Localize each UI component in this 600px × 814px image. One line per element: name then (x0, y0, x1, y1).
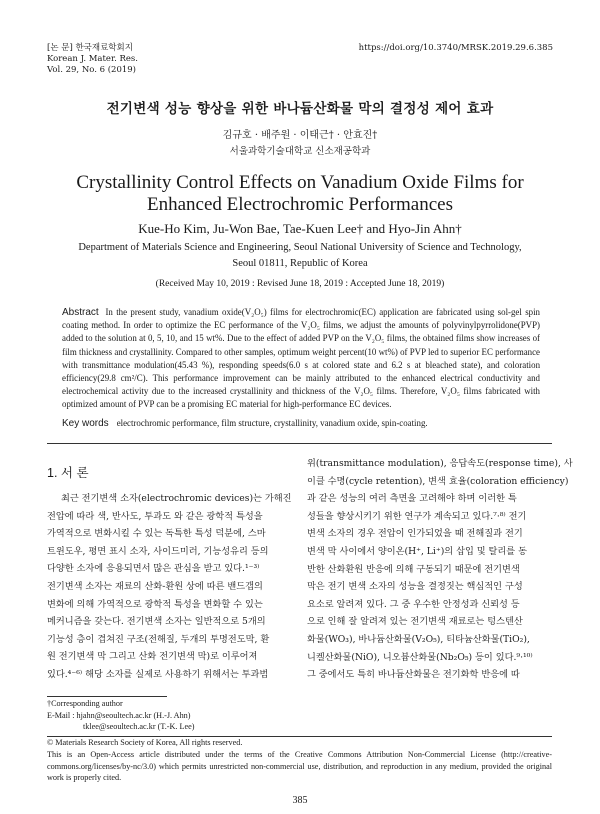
body-line: 요소로 알려져 있다. 그 중 우수한 안정성과 신뢰성 등 (307, 598, 520, 610)
abstract-label: Abstract (62, 307, 99, 318)
corresponding-author: †Corresponding author (47, 699, 123, 708)
body-line: 위(transmittance modulation), 응답속도(response time), 사 (307, 458, 573, 469)
received-dates: (Received May 10, 2019 : Revised June 18, 2019 : Accepted June 18, 2019) (155, 279, 445, 289)
divider-top (47, 443, 552, 444)
affiliation-korean: 서울과학기술대학교 신소재공학과 (229, 146, 371, 157)
body-line: 전기변색 소자는 재료의 산화-환원 상에 따른 밴드갭의 (47, 580, 263, 592)
body-left-column (47, 490, 297, 684)
body-line: 변색 소자의 경우 전압이 인가되었을 때 전해질과 전기 (307, 528, 523, 540)
body-line: 반한 산화환원 반응에 의해 구동되기 때문에 전기변색 (307, 563, 520, 575)
abstract-text: In the present study, vanadium oxide(V₂O₅) films for electrochromic(EC) application are fabricated using sol-gel spin coating method. In order to optimize the EC performance of the V₂O₅ films, we adjust the amounts of polyvinylpyrrolidone(PVP) added to the solution at 0, 5, 10, and 15 wt%. Due to the effect of added PVP on the V₂O₅ films, the obtained films show increases of film thickness and crystallinity. Compared to other samples, optimum weight percent(10 wt%) of PVP led to superior EC performance with transmittance modulation(45.43 %), responding speeds(6.0 s at colored state and 6.2 s at bleached state), and coloration efficiency(29.8 cm²/C). This performance improvement can be mainly attributed to the enhanced electrical conductivity and electrochemical activity due to the increased crystallinity and thickness of the V₂O₅ films. Therefore, V₂O₅ films fabricated with optimized amount of PVP can be a promising EC material for high-performance EC devices. (62, 307, 540, 410)
footnote-rule (47, 696, 167, 697)
body-line: 성들을 향상시키기 위한 연구가 계속되고 있다.⁷·⁸⁾ 전기 (307, 510, 527, 522)
section-heading-introduction: 1. 서 론 (47, 466, 89, 480)
license-block (47, 737, 552, 784)
journal-volume: Vol. 29, No. 6 (2019) (47, 65, 137, 75)
body-line: 니켈산화물(NiO), 니오븀산화물(Nb₂O₅) 등이 있다.⁹·¹⁰⁾ (307, 651, 533, 663)
body-line: 이클 수명(cycle retention), 변색 효율(coloration efficiency) (307, 475, 569, 487)
keywords (62, 418, 428, 429)
email-lee[interactable]: tklee@seoultech.ac.kr (T.-K. Lee) (83, 722, 195, 731)
title-english-line1: Crystallinity Control Effects on Vanadium Oxide Films for (76, 172, 524, 193)
body-line: 변화에 의해 가역적으로 광학적 특성을 변화할 수 있는 (47, 598, 263, 610)
authors-english: Kue-Ho Kim, Ju-Won Bae, Tae-Kuen Lee† and Hyo-Jin Ahn† (138, 221, 462, 236)
body-line: 트윈도우, 평면 표시 소자, 사이드미러, 기능성유리 등의 (47, 545, 269, 557)
body-line: 과 같은 성능의 여러 측면을 고려해야 하며 이러한 특 (307, 493, 517, 505)
affiliation-english-line1: Department of Materials Science and Engineering, Seoul National University of Science and Technology, (78, 242, 522, 253)
body-right-column (307, 455, 573, 684)
doi-link[interactable]: https://doi.org/10.3740/MRSK.2019.29.6.385 (358, 43, 553, 53)
authors-korean: 김규호 · 배주원 · 이태근† · 안효진† (222, 130, 378, 141)
body-line: 최근 전기변색 소자(electrochromic devices)는 가해진 (61, 493, 292, 504)
body-line: 그 중에서도 특히 바나듐산화물은 전기화학 반응에 따 (307, 669, 520, 681)
keywords-text: electrochromic performance, film structure, crystallinity, vanadium oxide, spin-coating. (116, 418, 428, 428)
affiliation-english-line2: Seoul 01811, Republic of Korea (232, 258, 368, 269)
body-line: 다양한 소자에 응용되면서 많은 관심을 받고 있다.¹⁻³⁾ (47, 563, 260, 575)
abstract (62, 306, 540, 412)
journal-name-en: Korean J. Mater. Res. (47, 54, 138, 64)
body-line: 전압에 따라 색, 반사도, 투과도 와 같은 광학적 특성을 (47, 510, 263, 522)
journal-header-left (47, 43, 138, 76)
journal-name-ko: [논 문] 한국재료학회지 (47, 43, 133, 53)
email-ahn[interactable]: E-Mail : hjahn@seoultech.ac.kr (H.-J. Ahn) (47, 710, 191, 720)
body-line: 가역적으로 변화시킬 수 있는 독특한 특성 덕분에, 스마 (47, 528, 266, 540)
body-line: 원 전기변색 막 그리고 산화 전기변색 막)로 이루어져 (47, 651, 258, 663)
body-line: 화물(WO₃), 바나듐산화물(V₂O₅), 티타늄산화물(TiO₂), (307, 633, 530, 645)
title-english-line2: Enhanced Electrochromic Performances (147, 194, 453, 215)
license-text: This is an Open-Access article distributed under the terms of the Creative Commons Attribution Non-Commercial License (http://creative-commons.org/licenses/by-nc/3.0) which permits unrestricted non-commercial use, distribution, and reproduction in any medium, provided the original work is properly cited. (47, 749, 552, 783)
body-line: 기능성 층이 겹쳐진 구조(전해질, 두개의 투명전도막, 환 (47, 633, 270, 645)
page-number: 385 (292, 795, 308, 806)
keywords-label: Key words (62, 418, 109, 429)
footnote (47, 698, 195, 733)
body-line: 막은 전기 변색 소자의 성능을 결정짓는 핵심적인 구성 (307, 581, 523, 593)
body-line: 변색 막 사이에서 양이온(H⁺, Li⁺)의 삽입 및 탈리를 동 (307, 545, 527, 557)
body-line: 메커니즘을 갖는다. 전기변색 소자는 일반적으로 5개의 (47, 616, 266, 628)
copyright: © Materials Research Society of Korea, All rights reserved. (47, 738, 243, 747)
title-korean: 전기변색 성능 향상을 위한 바나듐산화물 막의 결정성 제어 효과 (106, 101, 494, 117)
body-line: 으로 인해 잘 알려져 있는 전기변색 재료로는 텅스텐산 (307, 616, 523, 628)
body-line: 있다.⁴⁻⁶⁾ 해당 소자를 실제로 사용하기 위해서는 투과범 (47, 668, 269, 680)
